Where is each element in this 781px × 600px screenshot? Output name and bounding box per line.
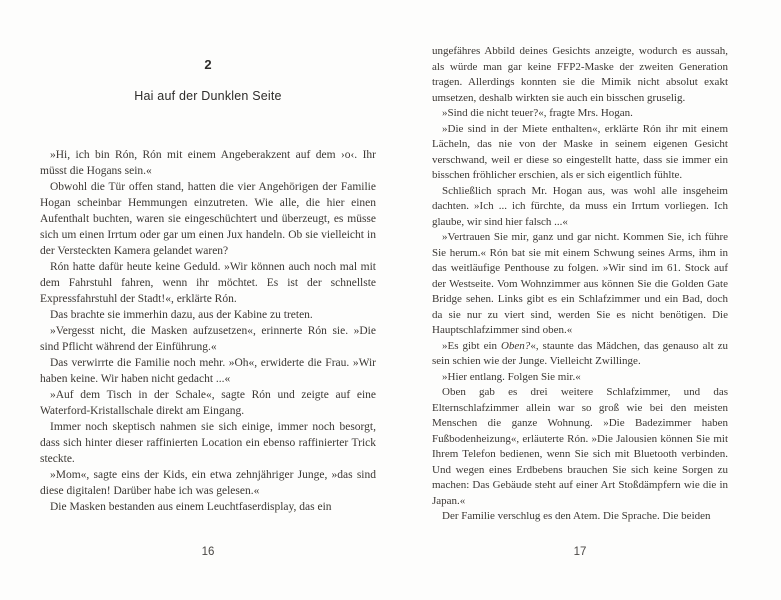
paragraph-continuation: ungefähres Abbild deines Gesichts anzeigte, wodurch es aussah, als würde man gar keine FFP2-Maske der zweiten Generation tragen. Allerdings konnten sie die Mimik nicht absolut exakt umsetzen, deshalb wirkten sie auch ein bisschen gruselig. [432,45,728,104]
italic-word: Oben? [500,339,531,352]
paragraph-with-italic [432,339,728,370]
paragraph: Rón hatte dafür heute keine Geduld. »Wir können auch noch mal mit dem Fahrstuhl fahren, wenn ihr möchtet. Es ist der schnellste Expressfahrstuhl der Stadt!«, erklärte Rón. [40,261,376,305]
page-left [40,0,376,600]
paragraph: Oben gab es drei weitere Schlafzimmer, und das Elternschlafzimmer allein war so groß wie bei den meisten Menschen die ganze Wohnung. »Die Badezimmer haben Fußbodenheizung«, erläuterte Rón. »Die Jalousien können Sie mit Ihrem Telefon bedienen, wenn Sie sich mit Bluetooth verbinden. Und wegen eines Erdbebens brauchen Sie sich keine Sorgen zu machen: Das Gebäude steht auf einer Art Stoßdämpfern wie die in Japan.« [432,386,728,507]
page-left-body [40,147,376,515]
paragraph: »Auf dem Tisch in der Schale«, sagte Rón und zeigte auf eine Waterford-Kristallschale direkt am Eingang. [40,389,376,417]
paragraph-segment: »Es gibt ein [442,339,501,352]
paragraph: Der Familie verschlug es den Atem. Die Sprache. Die beiden [442,510,711,522]
paragraph: »Mom«, sagte eins der Kids, ein etwa zehnjähriger Junge, »das sind diese digitalen! Darüber habe ich was gelesen.« [40,469,376,497]
paragraph: »Sind die nicht teuer?«, fragte Mrs. Hogan. [442,107,633,119]
paragraph: »Vergesst nicht, die Masken aufzusetzen«, erinnerte Rón sie. »Die sind Pflicht während der Einführung.« [40,325,376,353]
chapter-title: Hai auf der Dunklen Seite [134,89,282,103]
paragraph: Die Masken bestanden aus einem Leuchtfaserdisplay, das ein [50,501,332,513]
paragraph: »Vertrauen Sie mir, ganz und gar nicht. Kommen Sie, ich führe Sie herum.« Rón bat sie mit einem Schwung seines Arms, ihm in das weitläufige Penthouse zu folgen. »Wir sind im 61. Stock auf der Westseite. Vom Wohnzimmer aus können Sie die Golden Gate Bridge sehen. Links gibt es ein Schlafzimmer und ein Bad, doch da sie nur zu viert sind, werden Sie es nicht benötigen. Die Hauptschlafzimmer sind oben.« [432,231,728,336]
paragraph: Das verwirrte die Familie noch mehr. »Oh«, erwiderte die Frau. »Wir haben keine. Wir haben nicht gedacht ...« [40,357,376,385]
page-number-right: 17 [573,546,587,558]
paragraph-segment: «, staunte das Mädchen, das genauso alt zu sein schien wie der Junge. Vielleicht Zwillinge. [432,339,728,367]
paragraph: »Die sind in der Miete enthalten«, erklärte Rón ihr mit einem Lächeln, das nie von der Maske in seinem eigenen Gesicht verschwand, weil er diese so eingestellt hatte, dass sie immer ein bisschen fröhlicher erschien, als er sich eigentlich fühlte. [432,122,728,181]
page-number-left: 16 [201,546,215,558]
paragraph: Schließlich sprach Mr. Hogan aus, was wohl alle insgeheim dachten. »Ich ... ich fürchte, da muss ein Irrtum vorliegen. Ich glaube, wir sind hier falsch ...« [432,184,728,228]
page-right [432,0,728,600]
paragraph: Obwohl die Tür offen stand, hatten die vier Angehörigen der Familie Hogan scheinbar Hemmungen einzutreten. Wie alle, die hier einen Aufenthalt buchten, waren sie eingeschüchtert und überzeugt, es müsse sich um einen Irrtum oder gar um einen Jux handeln. Ob sie vielleicht in der Versteckten Kamera gelandet waren? [40,181,376,257]
page-right-body [432,44,728,525]
paragraph: Das brachte sie immerhin dazu, aus der Kabine zu treten. [50,309,313,321]
paragraph: »Hier entlang. Folgen Sie mir.« [442,370,581,383]
chapter-number: 2 [204,57,212,72]
paragraph: »Hi, ich bin Rón, Rón mit einem Angeberakzent auf dem ›o‹. Ihr müsst die Hogans sein.« [40,149,376,177]
paragraph: Immer noch skeptisch nahmen sie sich einige, immer noch besorgt, dass sich hinter dieser raffinierten Location ein ebenso raffinierter Trick steckte. [40,421,376,465]
